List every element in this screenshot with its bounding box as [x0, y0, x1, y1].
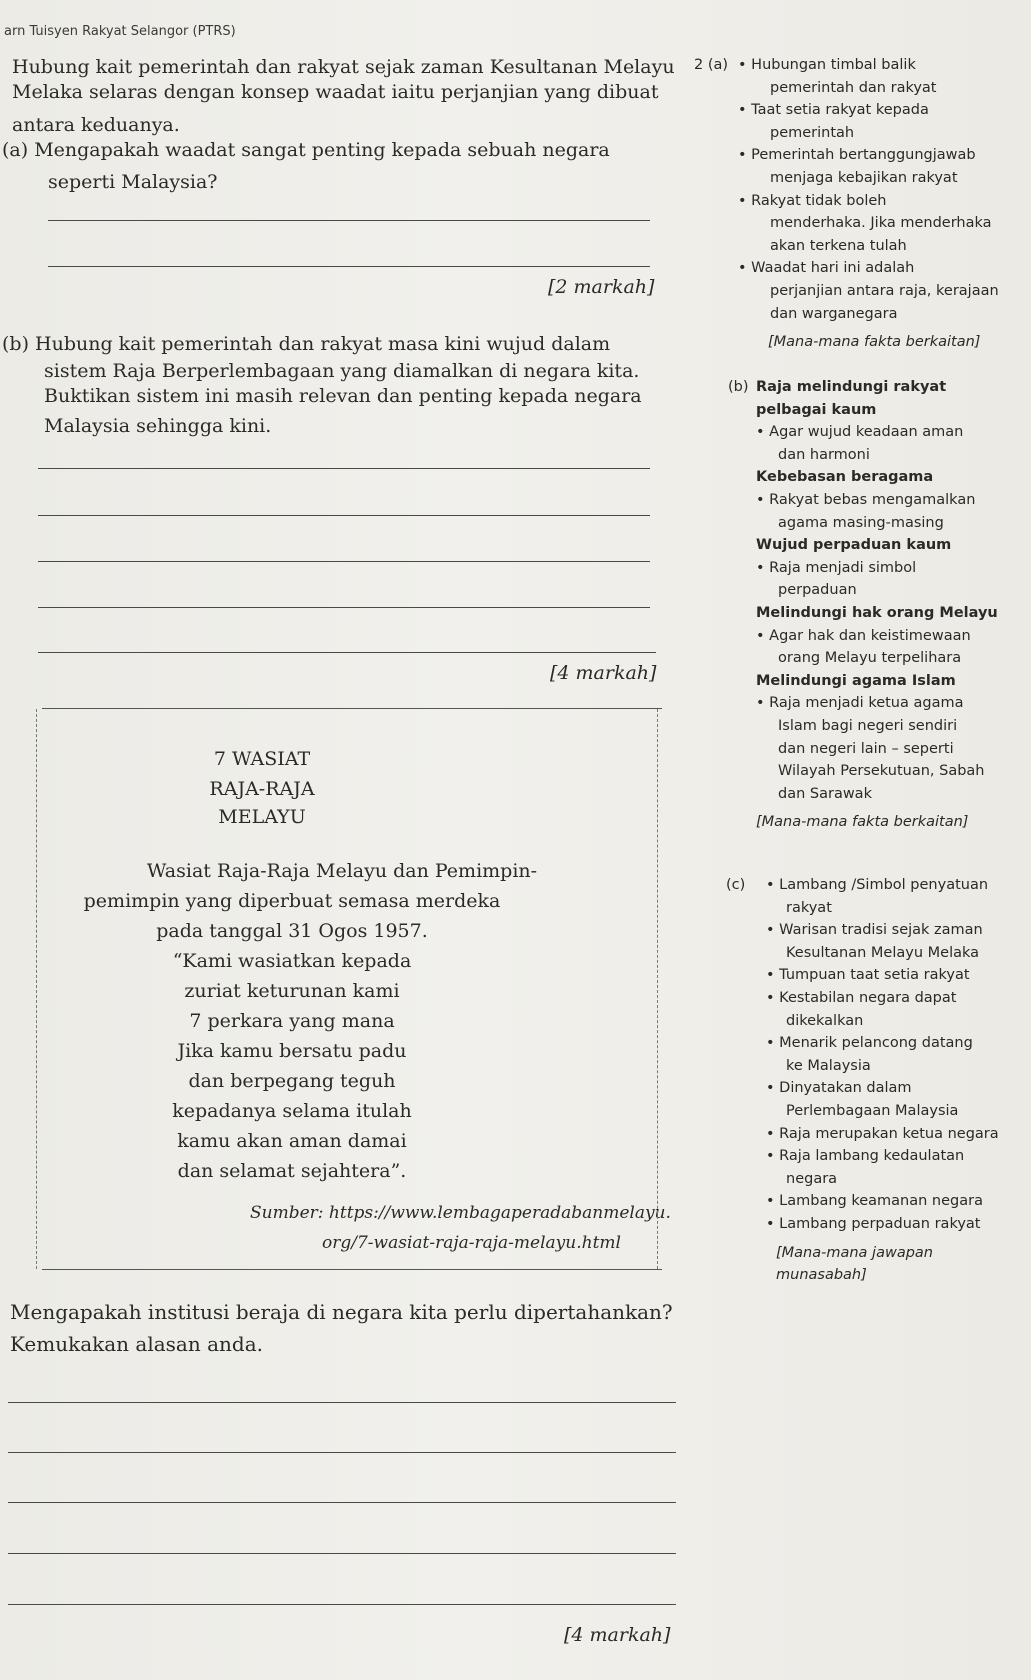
- answer-b-item: dan harmoni: [778, 446, 870, 463]
- answer-a-label: 2 (a): [694, 57, 729, 73]
- answer-c-item: • Lambang perpaduan rakyat: [766, 1215, 981, 1232]
- answer-c-item: • Raja lambang kedaulatan: [766, 1148, 965, 1165]
- answer-b-item: pelbagai kaum: [756, 401, 877, 418]
- answer-a-item: dan warganegara: [770, 305, 898, 322]
- intro-line-1: Hubung kait pemerintah dan rakyat sejak zaman Kesultanan Melayu: [12, 56, 675, 78]
- answer-c-item: Kesultanan Melayu Melaka: [786, 944, 980, 961]
- answer-b-item: Wilayah Persekutuan, Sabah: [778, 763, 985, 780]
- answer-b-item: • Raja menjadi simbol: [756, 559, 917, 576]
- answer-line-b5[interactable]: [38, 652, 656, 653]
- answer-b-item: Melindungi hak orang Melayu: [756, 604, 998, 621]
- quote-source-1: Sumber: https://www.lembagaperadabanmelayu.: [250, 1203, 671, 1223]
- wasiat-quote-box: [42, 708, 671, 1270]
- answer-a-item: • Taat setia rakyat kepada: [738, 102, 929, 119]
- question-b-line-1: (b) Hubung kait pemerintah dan rakyat masa kini wujud dalam: [2, 333, 611, 355]
- answer-c-item: Perlembagaan Malaysia: [786, 1102, 959, 1119]
- answer-b-label: (b): [728, 379, 749, 395]
- answer-a-item: pemerintah dan rakyat: [770, 79, 937, 96]
- quote-source-2: org/7-wasiat-raja-raja-melayu.html: [322, 1233, 621, 1253]
- answer-line-a1[interactable]: [48, 220, 650, 221]
- answer-b-list: [756, 376, 998, 834]
- answer-line-b4[interactable]: [38, 607, 650, 608]
- quote-body-5: zuriat keturunan kami: [184, 980, 400, 1002]
- answer-line-c4[interactable]: [8, 1553, 676, 1554]
- answer-b-item: Islam bagi negeri sendiri: [778, 717, 958, 734]
- answer-c-label: (c): [726, 877, 746, 893]
- question-c-marks: [4 markah]: [564, 1624, 671, 1646]
- question-b-line-3: Buktikan sistem ini masih relevan dan penting kepada negara: [44, 385, 642, 407]
- quote-body-11: dan selamat sejahtera”.: [177, 1160, 407, 1182]
- quote-body-2: pemimpin yang diperbuat semasa merdeka: [83, 890, 501, 912]
- question-a-text: (a) Mengapakah waadat sangat penting kepada sebuah negara: [2, 139, 610, 161]
- answer-c-note: munasabah]: [776, 1267, 867, 1284]
- answer-line-b2[interactable]: [38, 515, 650, 516]
- answer-b-item: perpaduan: [778, 582, 857, 599]
- answer-line-c2[interactable]: [8, 1452, 676, 1453]
- page-header: arn Tuisyen Rakyat Selangor (PTRS): [4, 24, 236, 39]
- answer-b-item: agama masing-masing: [778, 514, 944, 531]
- answer-c-item: dikekalkan: [786, 1012, 864, 1029]
- quote-body-4: “Kami wasiatkan kepada: [172, 950, 412, 972]
- answer-c-item: • Lambang /Simbol penyatuan: [766, 877, 989, 893]
- question-b-line-2: sistem Raja Berperlembagaan yang diamalkan di negara kita.: [44, 360, 640, 382]
- answer-b-item: Melindungi agama Islam: [756, 672, 956, 689]
- answer-b-item: • Rakyat bebas mengamalkan: [756, 491, 976, 508]
- answer-b-item: • Raja menjadi ketua agama: [756, 695, 964, 712]
- answer-b-item: orang Melayu terpelihara: [778, 650, 962, 667]
- question-a-marks: [2 markah]: [548, 276, 655, 298]
- answer-b-item: • Agar wujud keadaan aman: [756, 424, 964, 441]
- answer-line-c3[interactable]: [8, 1502, 676, 1503]
- quote-title-3: MELAYU: [218, 806, 306, 828]
- answer-c-item: • Dinyatakan dalam: [766, 1080, 912, 1097]
- answer-b-item: • Agar hak dan keistimewaan: [756, 627, 971, 644]
- quote-body-9: kepadanya selama itulah: [172, 1100, 412, 1122]
- answer-c-item: • Warisan tradisi sejak zaman: [766, 922, 983, 939]
- answer-a-list: [738, 54, 999, 354]
- answer-c-item: rakyat: [786, 899, 832, 916]
- quote-title-2: RAJA-RAJA: [209, 778, 315, 800]
- question-b-marks: [4 markah]: [550, 662, 657, 684]
- answer-c-item: ke Malaysia: [786, 1057, 871, 1074]
- answer-c-note: [Mana-mana jawapan: [776, 1244, 933, 1261]
- answer-b-item: dan negeri lain – seperti: [778, 740, 954, 757]
- answer-c-item: • Tumpuan taat setia rakyat: [766, 967, 970, 984]
- quote-body-3: pada tanggal 31 Ogos 1957.: [156, 920, 428, 942]
- answer-a-item: menjaga kebajikan rakyat: [770, 169, 958, 186]
- quote-body-6: 7 perkara yang mana: [189, 1010, 395, 1032]
- quote-body-1: Wasiat Raja-Raja Melayu dan Pemimpin-: [146, 860, 538, 882]
- answer-c-item: • Lambang keamanan negara: [766, 1193, 983, 1210]
- question-c-line-2: Kemukakan alasan anda.: [10, 1332, 263, 1356]
- answer-a-item: • Waadat hari ini adalah: [738, 260, 915, 277]
- answer-b-item: Wujud perpaduan kaum: [756, 537, 952, 554]
- question-a-text-2: seperti Malaysia?: [48, 171, 218, 193]
- answer-c-item: • Menarik pelancong datang: [766, 1035, 973, 1052]
- answer-line-b1[interactable]: [38, 468, 650, 469]
- answer-b-item: Kebebasan beragama: [756, 469, 934, 486]
- answer-a-item: menderhaka. Jika menderhaka: [770, 215, 992, 232]
- quote-body-7: Jika kamu bersatu padu: [177, 1040, 407, 1062]
- quote-body-8: dan berpegang teguh: [188, 1070, 396, 1092]
- answer-line-c5[interactable]: [8, 1604, 676, 1605]
- answer-line-a2[interactable]: [48, 266, 650, 267]
- answer-c-list: [766, 874, 999, 1287]
- quote-title-1: 7 WASIAT: [213, 748, 311, 770]
- answer-a-item: • Hubungan timbal balik: [738, 57, 916, 73]
- quote-body-10: kamu akan aman damai: [177, 1130, 407, 1152]
- answer-c-item: negara: [786, 1170, 838, 1187]
- intro-line-2: Melaka selaras dengan konsep waadat iaitu perjanjian yang dibuat: [12, 81, 659, 103]
- answer-a-item: • Pemerintah bertanggungjawab: [738, 147, 976, 164]
- answer-a-item: akan terkena tulah: [770, 237, 907, 254]
- answer-b-item: dan Sarawak: [778, 785, 872, 802]
- answer-line-b3[interactable]: [38, 561, 650, 562]
- answer-c-item: • Kestabilan negara dapat: [766, 989, 957, 1006]
- answer-a-item: pemerintah: [770, 124, 855, 141]
- answer-c-item: • Raja merupakan ketua negara: [766, 1125, 999, 1142]
- answer-b-note: [Mana-mana fakta berkaitan]: [756, 814, 969, 831]
- question-c-line-1: Mengapakah institusi beraja di negara kita perlu dipertahankan?: [10, 1300, 673, 1324]
- answer-a-item: perjanjian antara raja, kerajaan: [770, 282, 999, 299]
- intro-line-3: antara keduanya.: [12, 114, 180, 136]
- answer-line-c1[interactable]: [8, 1402, 676, 1403]
- answer-b-item: Raja melindungi rakyat: [756, 379, 947, 395]
- answer-a-note: [Mana-mana fakta berkaitan]: [768, 334, 981, 351]
- question-b-line-4: Malaysia sehingga kini.: [44, 415, 272, 437]
- answer-a-item: • Rakyat tidak boleh: [738, 192, 887, 209]
